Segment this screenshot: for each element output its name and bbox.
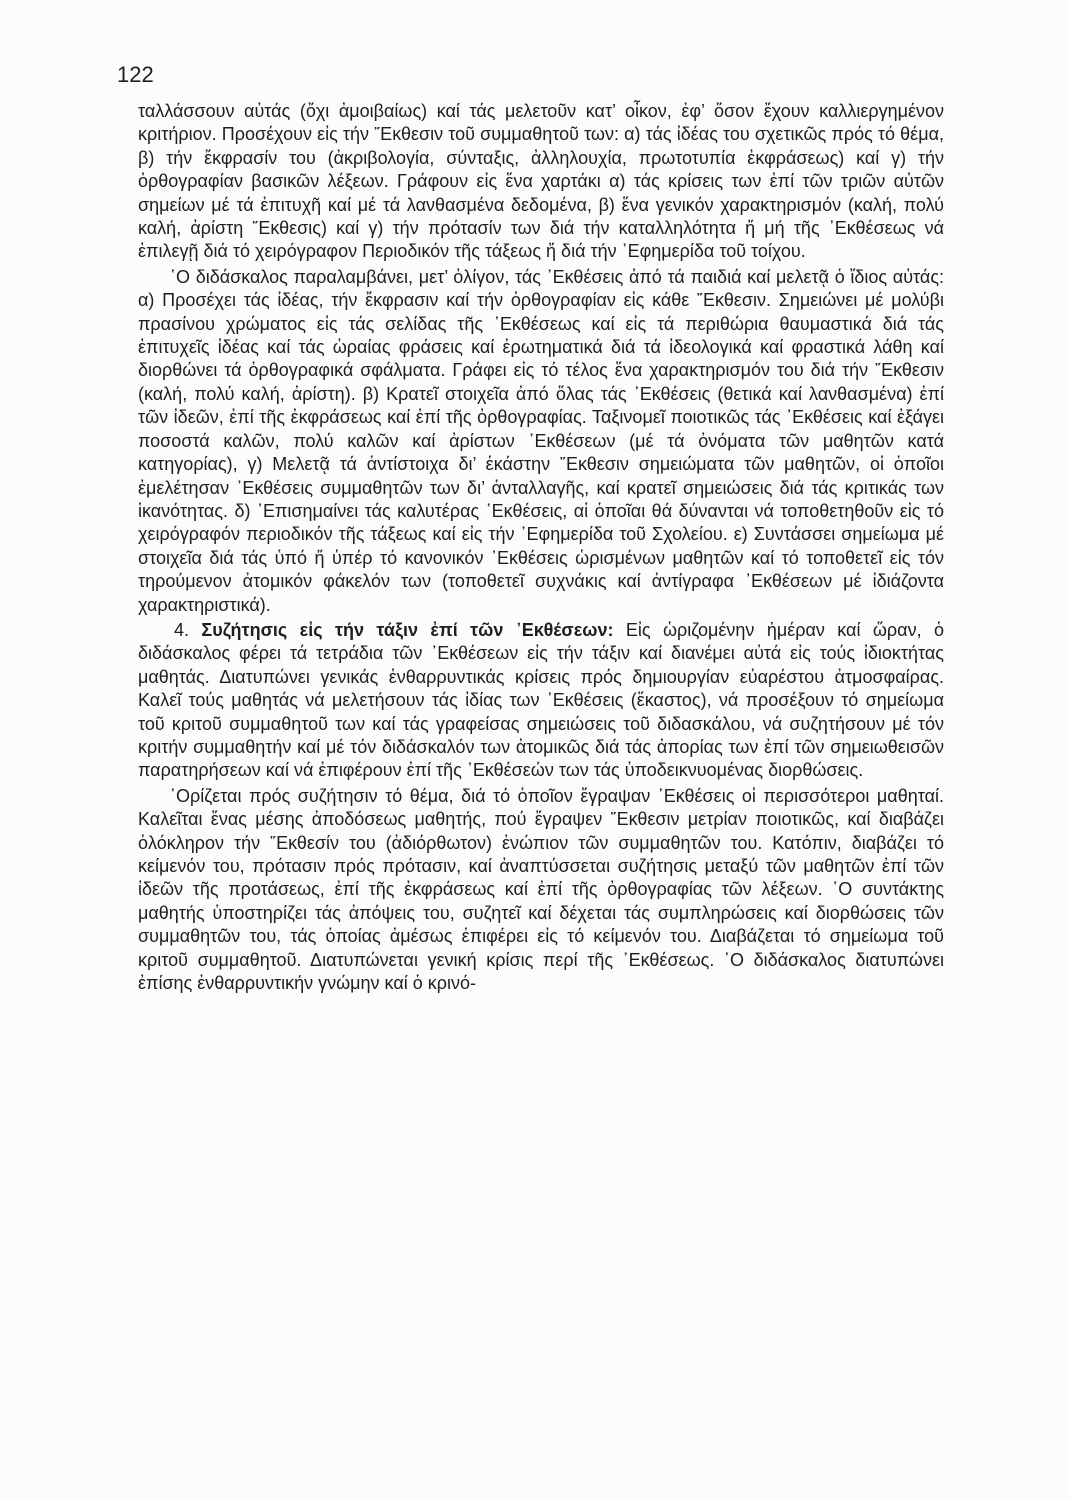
body-text — [138, 100, 944, 995]
paragraph-teacher-review: ῾Ο διδάσκαλος παραλαμβάνει, μετ’ ὀλίγον, τάς ᾿Εκθέσεις ἀπό τά παιδιά καί μελετᾷ ὁ ἴδιος αὐτάς: α) Προσέχει τάς ἰδέας, τήν ἔκφρασιν καί τήν ὀρθογραφίαν εἰς κάθε ῎Εκθεσιν. Σημειώνει μέ μολύβι πρασίνου χρώματος εἰς τάς σελίδας τῆς ᾿Εκθέσεως καί εἰς τά περιθώρια θαυμαστικά διά τάς ἐπιτυχεῖς ἰδέας καί τάς ὡραίας φράσεις καί ἐρωτηματικά διά τά ἰδεολογικά καί φραστικά λάθη καί διορθώνει τά ὀρθογραφικά σφάλματα. Γράφει εἰς τό τέλος ἕνα χαρακτηρισμόν του διά τήν ῎Εκθεσιν (καλή, πολύ καλή, ἀρίστη). β) Κρατεῖ στοιχεῖα ἀπό ὅλας τάς ᾿Εκθέσεις (θετικά καί λανθασμένα) ἐπί τῶν ἰδεῶν, ἐπί τῆς ἐκφράσεως καί ἐπί τῆς ὀρθογραφίας. Ταξινομεῖ ποιοτικῶς τάς ᾿Εκθέσεις καί ἐξάγει ποσοστά καλῶν, πολύ καλῶν καί ἀρίστων ᾿Εκθέσεων (μέ τά ὀνόματα τῶν μαθητῶν κατά κατηγορίας), γ) Μελετᾷ τά ἀντίστοιχα δι’ ἑκάστην ῎Εκθεσιν σημειώματα τῶν μαθητῶν, οἱ ὁποῖοι ἐμελέτησαν ᾿Εκθέσεις συμμαθητῶν των δι’ ἀνταλλαγῆς, καί κρατεῖ σημειώσεις διά τάς κριτικάς των ἱκανότητας. δ) ᾿Επισημαίνει τάς καλυτέρας ᾿Εκθέσεις, αἱ ὁποῖαι θά δύνανται νά τοποθετηθοῦν εἰς τό χειρόγραφόν περιοδικόν τῆς τάξεως καί εἰς τήν ᾿Εφημερίδα τοῦ Σχολείου. ε) Συντάσσει σημείωμα μέ στοιχεῖα διά τάς ὑπό ἤ ὑπέρ τό κανονικόν ᾿Εκθέσεις ὡρισμένων μαθητῶν καί τό τοποθετεῖ εἰς τόν τηρούμενον ἀτομικόν φάκελόν των (τοποθετεῖ συχνάκις καί ἀντίγραφα ᾿Εκθέσεων μέ ἰδιάζοντα χαρακτηριστικά). — [138, 266, 944, 615]
section-heading: Συζήτησις εἰς τήν τάξιν ἐπί τῶν ᾿Εκθέσεων: — [201, 619, 614, 640]
paragraph-continuation: ταλλάσσουν αὐτάς (ὄχι ἀμοιβαίως) καί τάς μελετοῦν κατ’ οἶκον, ἐφ’ ὅσον ἔχουν καλλιεργημένον κριτήριον. Προσέχουν εἰς τήν ῎Εκθεσιν τοῦ συμμαθητοῦ των: α) τάς ἰδέας του σχετικῶς πρός τό θέμα, β) τήν ἔκφρασίν του (ἀκριβολογία, σύνταξις, ἀλληλουχία, πρωτοτυπία ἐκφράσεως) καί γ) τήν ὀρθογραφίαν βασικῶν λέξεων. Γράφουν εἰς ἕνα χαρτάκι α) τάς κρίσεις των ἐπί τῶν τριῶν αὐτῶν σημείων μέ τά ἐπιτυχῆ καί μέ τά λανθασμένα δεδομένα, β) ἕνα γενικόν χαρακτηρισμόν (καλή, πολύ καλή, ἀρίστη ῎Εκθεσις) καί γ) τήν πρότασίν των διά τήν καταλληλότητα ἤ μή τῆς ᾿Εκθέσεως νά ἐπιλεγῇ διά τό χειρόγραφον Περιοδικόν τῆς τάξεως ἤ διά τήν ᾿Εφημερίδα τοῦ τοίχου. — [138, 101, 944, 262]
paragraph-class-discussion: ῾Ορίζεται πρός συζήτησιν τό θέμα, διά τό ὁποῖον ἔγραψαν ᾿Εκθέσεις οἱ περισσότεροι μαθηταί. Καλεῖται ἕνας μέσης ἀποδόσεως μαθητής, πού ἔγραψεν ῎Εκθεσιν μετρίαν ποιοτικῶς, καί διαβάζει ὁλόκληρον τήν ῎Εκθεσίν του (ἀδιόρθωτον) ἐνώπιον τῶν συμμαθητῶν του. Κατόπιν, διαβάζει τό κείμενόν του, πρότασιν πρός πρότασιν, καί ἀναπτύσσεται συζήτησις μεταξύ τῶν μαθητῶν ἐπί τῶν ἰδεῶν τῆς προτάσεως, ἐπί τῆς ἐκφράσεως καί ἐπί τῆς ὀρθογραφίας τῶν λέξεων. ῾Ο συντάκτης μαθητής ὑποστηρίζει τάς ἀπόψεις του, συζητεῖ καί δέχεται τάς συμπληρώσεις καί διορθώσεις τῶν συμμαθητῶν του, τάς ὁποίας ἀμέσως ἐπιφέρει εἰς τό κείμενόν του. Διαβάζεται τό σημείωμα τοῦ κριτοῦ συμμαθητοῦ. Διατυπώνεται γενική κρίσις περί τῆς ᾿Εκθέσεως. ῾Ο διδάσκαλος διατυπώνει ἐπίσης ἐνθαρρυντικήν γνώμην καί ὁ κρινό- — [138, 785, 944, 994]
section-text: Εἰς ὡριζομένην ἡμέραν καί ὥραν, ὁ διδάσκαλος φέρει τά τετράδια τῶν ᾿Εκθέσεων εἰς τήν τάξιν καί διανέμει αὐτά εἰς τούς ἰδιοκτήτας μαθητάς. Διατυπώνει γενικάς ἐνθαρρυντικάς κρίσεις πρός δημιουργίαν εὐαρέστου ἀτμοσφαίρας. Καλεῖ τούς μαθητάς νά μελετήσουν τάς ἰδίας των ᾿Εκθέσεις (ἕκαστος), νά προσέξουν τό σημείωμα τοῦ κριτοῦ συμμαθητοῦ των καί τάς γραφείσας σημειώσεις τοῦ διδασκάλου, νά συζητήσουν μέ τόν κριτήν συμμαθητήν καί μέ τόν διδάσκαλόν των ἀτομικῶς διά τάς ἀπορίας των ἐπί τῶν σημειωθεισῶν παρατηρήσεων καί νά ἐπιφέρουν ἐπί τῆς ᾿Εκθέσεών των τάς ὑποδεικνυομένας διορθώσεις. — [138, 619, 944, 781]
page-number: 122 — [117, 62, 154, 87]
section-number: 4. — [174, 619, 190, 640]
paragraph-discussion-section — [138, 619, 944, 783]
